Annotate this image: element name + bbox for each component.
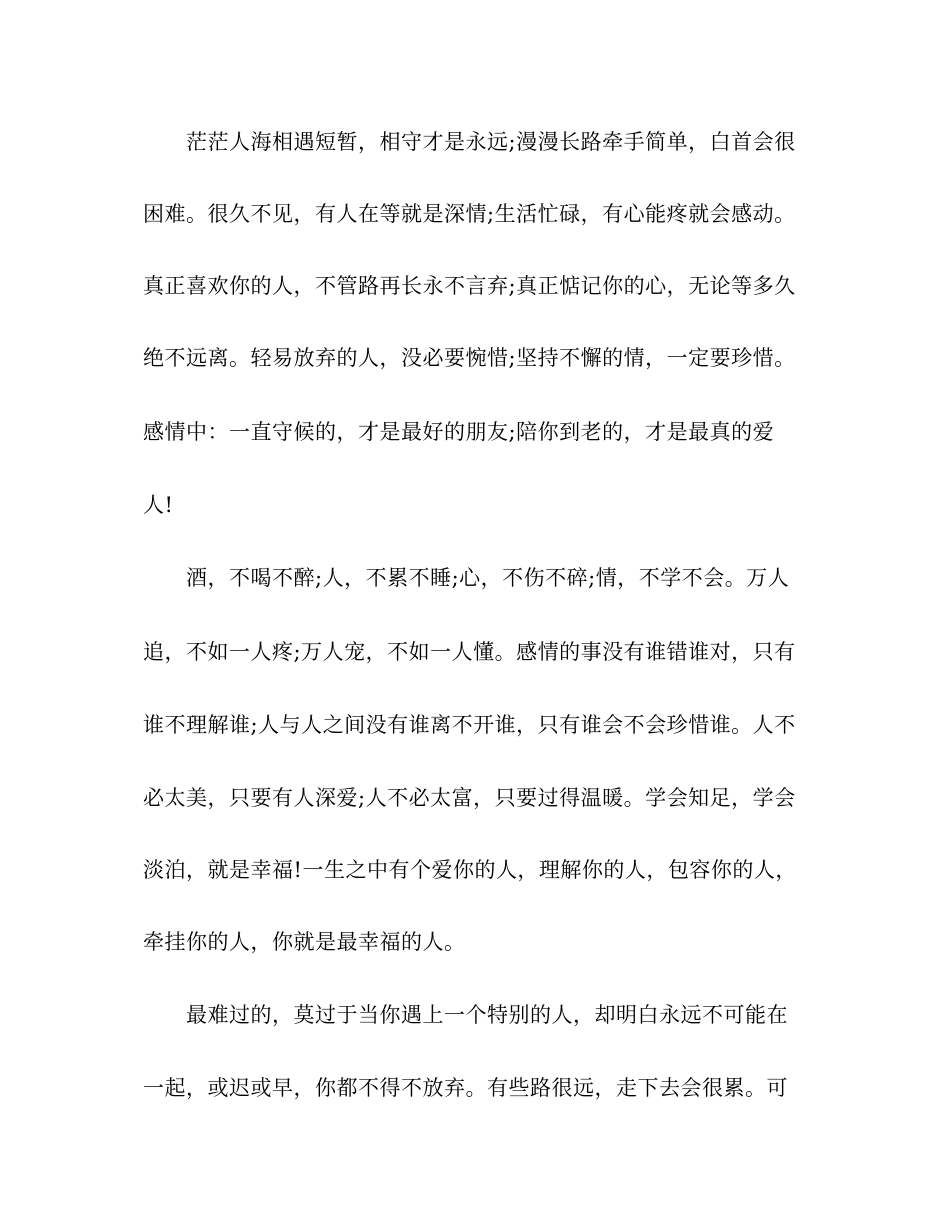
- paragraph-1-line-3: 真正喜欢你的人，不管路再长永不言弃;真正惦记你的心，无论等多久: [143, 274, 796, 298]
- paragraph-2-line-3: 谁不理解谁;人与人之间没有谁离不开谁，只有谁会不会珍惜谁。人不: [143, 713, 796, 737]
- paragraph-1-line-2: 困难。很久不见，有人在等就是深情;生活忙碌，有心能疼就会感动。: [143, 202, 796, 226]
- paragraph-2-line-6: 牵挂你的人，你就是最幸福的人。: [143, 930, 466, 954]
- paragraph-1-line-5: 感情中：一直守候的，才是最好的朋友;陪你到老的，才是最真的爱: [143, 420, 775, 444]
- paragraph-2-line-5: 淡泊，就是幸福!一生之中有个爱你的人，理解你的人，包容你的人，: [143, 858, 797, 882]
- paragraph-3-line-1: 最难过的，莫过于当你遇上一个特别的人，却明白永远不可能在: [186, 1003, 788, 1027]
- paragraph-2-line-1: 酒，不喝不醉;人，不累不睡;心，不伤不碎;情，不学不会。万人: [186, 566, 790, 590]
- paragraph-1-line-1: 茫茫人海相遇短暂，相守才是永远;漫漫长路牵手简单，白首会很: [186, 130, 796, 154]
- paragraph-2-line-2: 追，不如一人疼;万人宠，不如一人懂。感情的事没有谁错谁对，只有: [143, 640, 796, 664]
- paragraph-1-line-4: 绝不远离。轻易放弃的人，没必要惋惜;坚持不懈的情，一定要珍惜。: [143, 346, 796, 370]
- paragraph-3-line-2: 一起，或迟或早，你都不得不放弃。有些路很远，走下去会很累。可: [143, 1076, 788, 1100]
- paragraph-2-line-4: 必太美，只要有人深爱;人不必太富，只要过得温暖。学会知足，学会: [143, 786, 796, 810]
- paragraph-1-line-6: 人!: [143, 493, 174, 517]
